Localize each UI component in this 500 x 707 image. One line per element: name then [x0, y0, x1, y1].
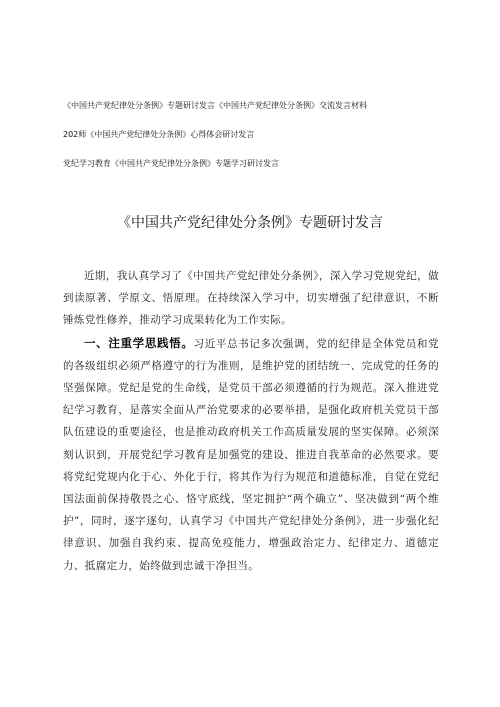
related-title-1: 《中国共产党纪律处分条例》专题研讨发言《中国共产党纪律处分条例》交流发言材料 [63, 101, 367, 110]
intro-paragraph: 近期，我认真学习了《中国共产党纪律处分条例》，深入学习党规党纪，做到读原著、学原文、悟原理。在持续深入学习中，切实增强了纪律意识，不断锤炼党性修养，推动学习成果转化为工作实际。 [63, 270, 439, 327]
section-1-paragraph [63, 332, 439, 577]
related-titles-list [63, 100, 443, 187]
related-title-2: 202师《中国共产党纪律处分条例》心得体会研讨发言 [63, 130, 255, 139]
section-1-body: 习近平总书记多次强调，党的纪律是全体党员和党的各级组织必须严格遵守的行为准则，是维护党的团结统一、完成党的任务的坚强保障。党纪是党的生命线，是党员干部必须遵循的行为规范。深入推进党纪学习教育，是落实全面从严治党要求的必要举措，是强化政府机关党员干部队伍建设的重要途径，也是推动政府机关工作高质量发展的坚实保障。必须深刻认识到，开展党纪学习教育是加强党的建设、推进自我革命的必然要求。要将党纪党规内化于心、外化于行，将其作为行为规范和道德标准，自觉在党纪国法面前保持敬畏之心、恪守底线，坚定拥护“两个确立”、坚决做到“两个维护”，同时，逐字逐句，认真学习《中国共产党纪律处分条例》，进一步强化纪律意识、加强自我约束、提高免疫能力，增强政治定力、纪律定力、道德定力、抵腐定力，始终做到忠诚干净担当。 [63, 337, 439, 572]
document-body [63, 265, 439, 577]
section-1-heading: 一、注重学思践悟。 [84, 335, 194, 350]
document-title: 《中国共产党纪律处分条例》专题研讨发言 [117, 215, 383, 231]
related-title-3: 党纪学习教育《中国共产党纪律处分条例》专题学习研讨发言 [63, 159, 279, 168]
